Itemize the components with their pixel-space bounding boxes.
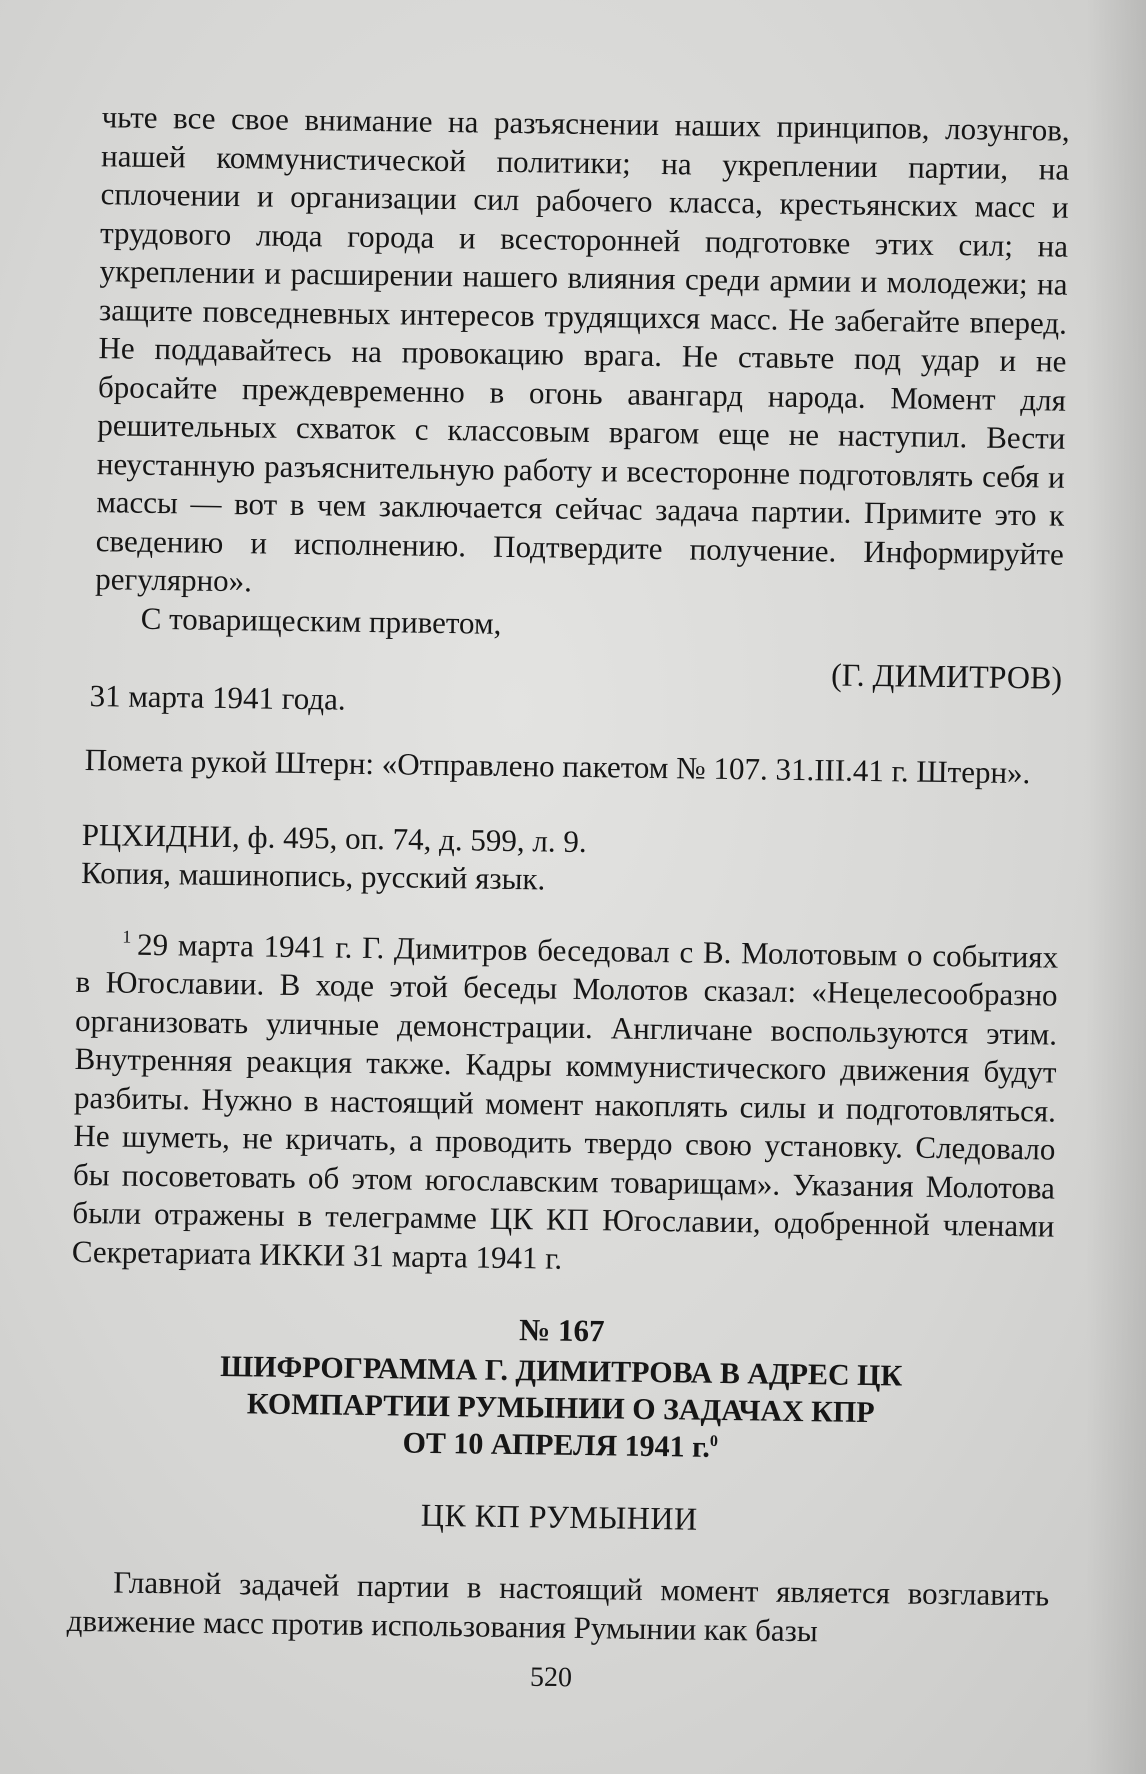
document-body-start: Главной задачей партии в настоящий момент является возглавить движение масс против использования Румынии как базы <box>66 1564 1050 1648</box>
document-title-superscript: 0 <box>709 1432 719 1450</box>
footnote-marker: 1 <box>122 926 132 947</box>
footnote-text: 29 марта 1941 г. Г. Димитров беседовал с В. Молотовым о событиях в Югославии. В ходе этой беседы Молотов сказал: «Нецелесообразно организовать уличные демонстрации. Англичане воспользуются этим. Внутренняя реакция также. Кадры коммунистического движения будут разбиты. Нужно в настоящий момент накоплять силы и подготовляться. Не шуметь, не кричать, а проводить твердо свою установку. Следовало бы посоветовать об этом югославским товарищам». Указания Молотова были отражены в телеграмме ЦК КП Югославии, одобренной членами Секретариата ИККИ 31 марта 1941 г. <box>71 926 1059 1276</box>
document-title-line-3: ОТ 10 АПРЕЛЯ 1941 г. <box>402 1426 711 1464</box>
letter-date: 31 марта 1941 года. <box>89 678 346 717</box>
archive-description: Копия, машинопись, русский язык. <box>80 854 546 897</box>
closing-greeting: С товарищеским приветом, <box>140 600 502 641</box>
page-content <box>66 98 1069 1654</box>
signature-block <box>89 637 1062 727</box>
recipient-heading: ЦК КП РУМЫНИИ <box>420 1496 698 1537</box>
archive-reference: РЦХИДНИ, ф. 495, оп. 74, д. 599, л. 9. <box>81 816 587 859</box>
archive-note: Помета рукой Штерн: «Отправлено пакетом № 107. 31.III.41 г. Штерн». <box>84 742 1031 791</box>
document-title-line-2: КОМПАРТИИ РУМЫНИИ О ЗАДАЧАХ КПР <box>246 1386 875 1429</box>
page-number: 520 <box>529 1661 573 1694</box>
signature: (Г. ДИМИТРОВ) <box>830 656 1063 696</box>
footnote <box>72 924 1059 1284</box>
document-number: № 167 <box>518 1312 605 1349</box>
document-title-line-1: ШИФРОГРАММА Г. ДИМИТРОВА В АДРЕС ЦК <box>220 1349 903 1392</box>
letter-body-text: чьте все свое внимание на разъяснении наших принципов, лозунгов, нашей коммунистической политики; на укреплении партии, на сплочении и организации сил рабочего класса, крестьянских масс и трудового люда города и всесторонней подготовке этих сил; на укреплении и расширении нашего влияния среди армии и молодежи; на защите повседневных интересов трудящихся масс. Не забегайте вперед. Не поддавайтесь на провокацию врага. Не ставьте под удар и не бросайте преждевременно в огонь авангард народа. Момент для решительных схваток с классовым врагом еще не наступил. Вести неустанную разъяснительную работу и всесторонне подготовлять себя и массы — вот в чем заключается сейчас задача партии. Примите это к сведению и исполнению. Подтвердите получение. Информируйте регулярно». <box>95 99 1070 599</box>
archive-reference-block <box>81 815 1060 906</box>
document-title <box>69 1345 1052 1470</box>
